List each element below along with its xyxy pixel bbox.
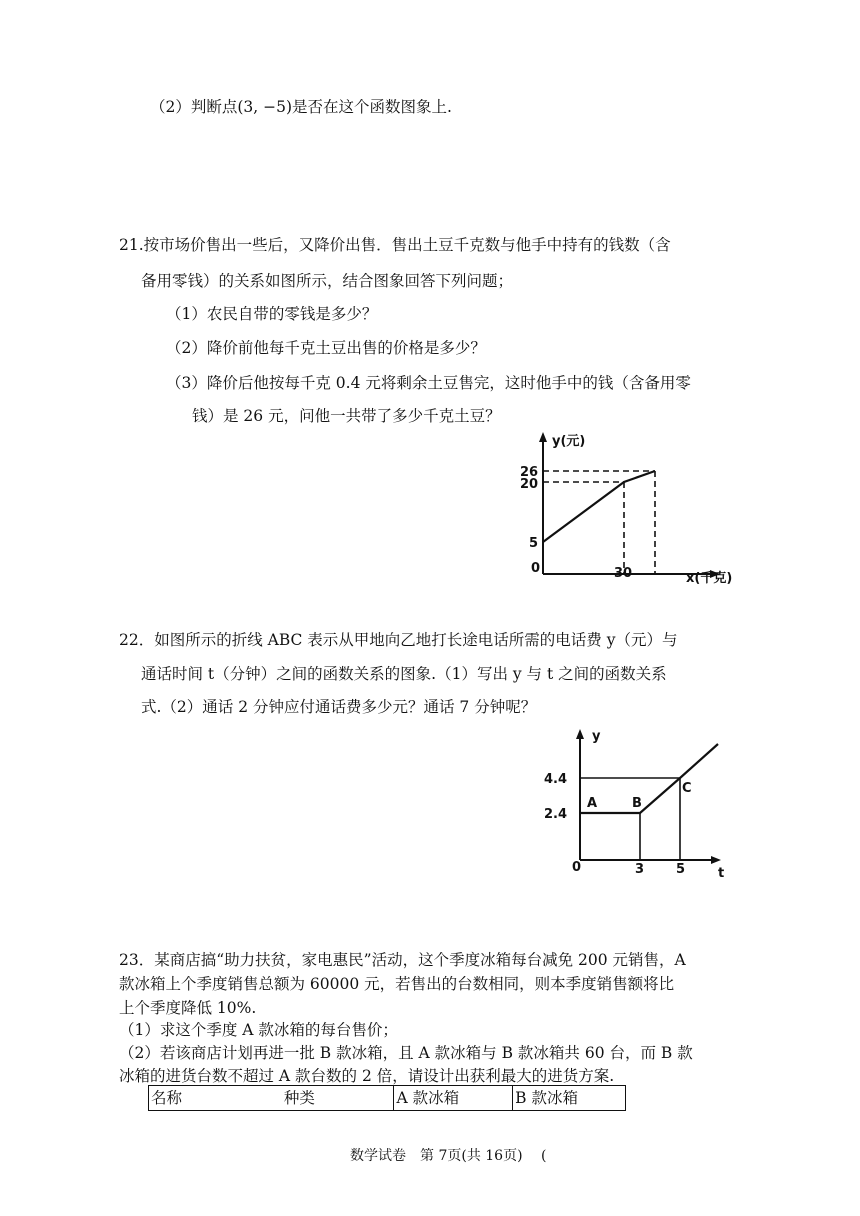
q21-sub2: （2）降价前他每千克土豆出售的价格是多少？ [166, 339, 486, 357]
header-category: 种类 [283, 1089, 315, 1107]
y-axis-arrow-icon [539, 432, 547, 442]
x-tick-5: 5 [676, 862, 686, 877]
q22-line2: 通话时间 t（分钟）之间的函数关系的图象.（1）写出 y 与 t 之间的函数关系 [141, 665, 667, 683]
header-b: B 款冰箱 [513, 1086, 626, 1111]
origin-label: 0 [572, 860, 582, 875]
q23-sub2a: （2）若该商店计划再进一批 B 款冰箱，且 A 款冰箱与 B 款冰箱共 60 台，而 B 款 [119, 1044, 693, 1062]
graph-q22 [540, 725, 760, 880]
q21-line1: 21.按市场价售出一些后，又降价出售．售出土豆千克数与他手中持有的钱数（含 [119, 236, 671, 254]
table-header-cell [149, 1086, 394, 1111]
y-tick-44: 4.4 [544, 772, 568, 787]
point-label-c: C [682, 781, 692, 796]
x-tick-30: 30 [614, 566, 633, 581]
point-label-b: B [632, 796, 642, 811]
x-axis-label: x(千克) [686, 571, 733, 586]
y-tick-26: 26 [520, 465, 539, 480]
q21-line2: 备用零钱）的关系如图所示，结合图象回答下列问题； [141, 272, 514, 290]
q21-sub3b: 钱）是 26 元，问他一共带了多少千克土豆？ [192, 407, 501, 425]
page-footer: 数学试卷 第 7页(共 16页) ( [350, 1148, 547, 1164]
point-label-a: A [587, 796, 598, 811]
x-axis-arrow-icon [711, 856, 721, 864]
q23-sub1: （1）求这个季度 A 款冰箱的每台售价； [119, 1021, 398, 1039]
y-axis-label: y [592, 729, 601, 744]
q22-line1: 22．如图所示的折线 ABC 表示从甲地向乙地打长途电话所需的电话费 y（元）与 [119, 631, 678, 649]
q23-line3: 上个季度降低 10%. [119, 999, 257, 1017]
x-axis-label: t [718, 866, 725, 880]
table-row [149, 1086, 626, 1111]
q22-line3: 式.（2）通话 2 分钟应付通话费多少元？通话 7 分钟呢？ [141, 698, 537, 716]
x-tick-3: 3 [635, 862, 645, 877]
y-axis-arrow-icon [576, 729, 584, 739]
q21-sub1: （1）农民自带的零钱是多少？ [166, 305, 378, 323]
q23-line2: 款冰箱上个季度销售总额为 60000 元，若售出的台数相同，则本季度销售额将比 [119, 975, 675, 993]
refrigerator-table [148, 1085, 626, 1111]
y-axis-label: y(元) [552, 434, 586, 449]
q23-line1: 23．某商店搞“助力扶贫，家电惠民”活动，这个季度冰箱每台减免 200 元销售，A [119, 951, 686, 969]
q21-sub3a: （3）降价后他按每千克 0.4 元将剩余土豆售完，这时他手中的钱（含备用零 [166, 374, 691, 392]
q23-sub2b: 冰箱的进货台数不超过 A 款台数的 2 倍，请设计出获利最大的进货方案. [119, 1067, 615, 1085]
header-a: A 款冰箱 [394, 1086, 513, 1111]
header-name: 名称 [151, 1089, 183, 1107]
y-tick-20: 20 [520, 477, 539, 492]
y-tick-24: 2.4 [544, 807, 568, 822]
origin-label: 0 [531, 561, 541, 576]
y-tick-5: 5 [529, 536, 539, 551]
graph-q21 [510, 430, 750, 588]
q20-part2: （2）判断点(3, −5)是否在这个函数图象上. [150, 98, 452, 116]
